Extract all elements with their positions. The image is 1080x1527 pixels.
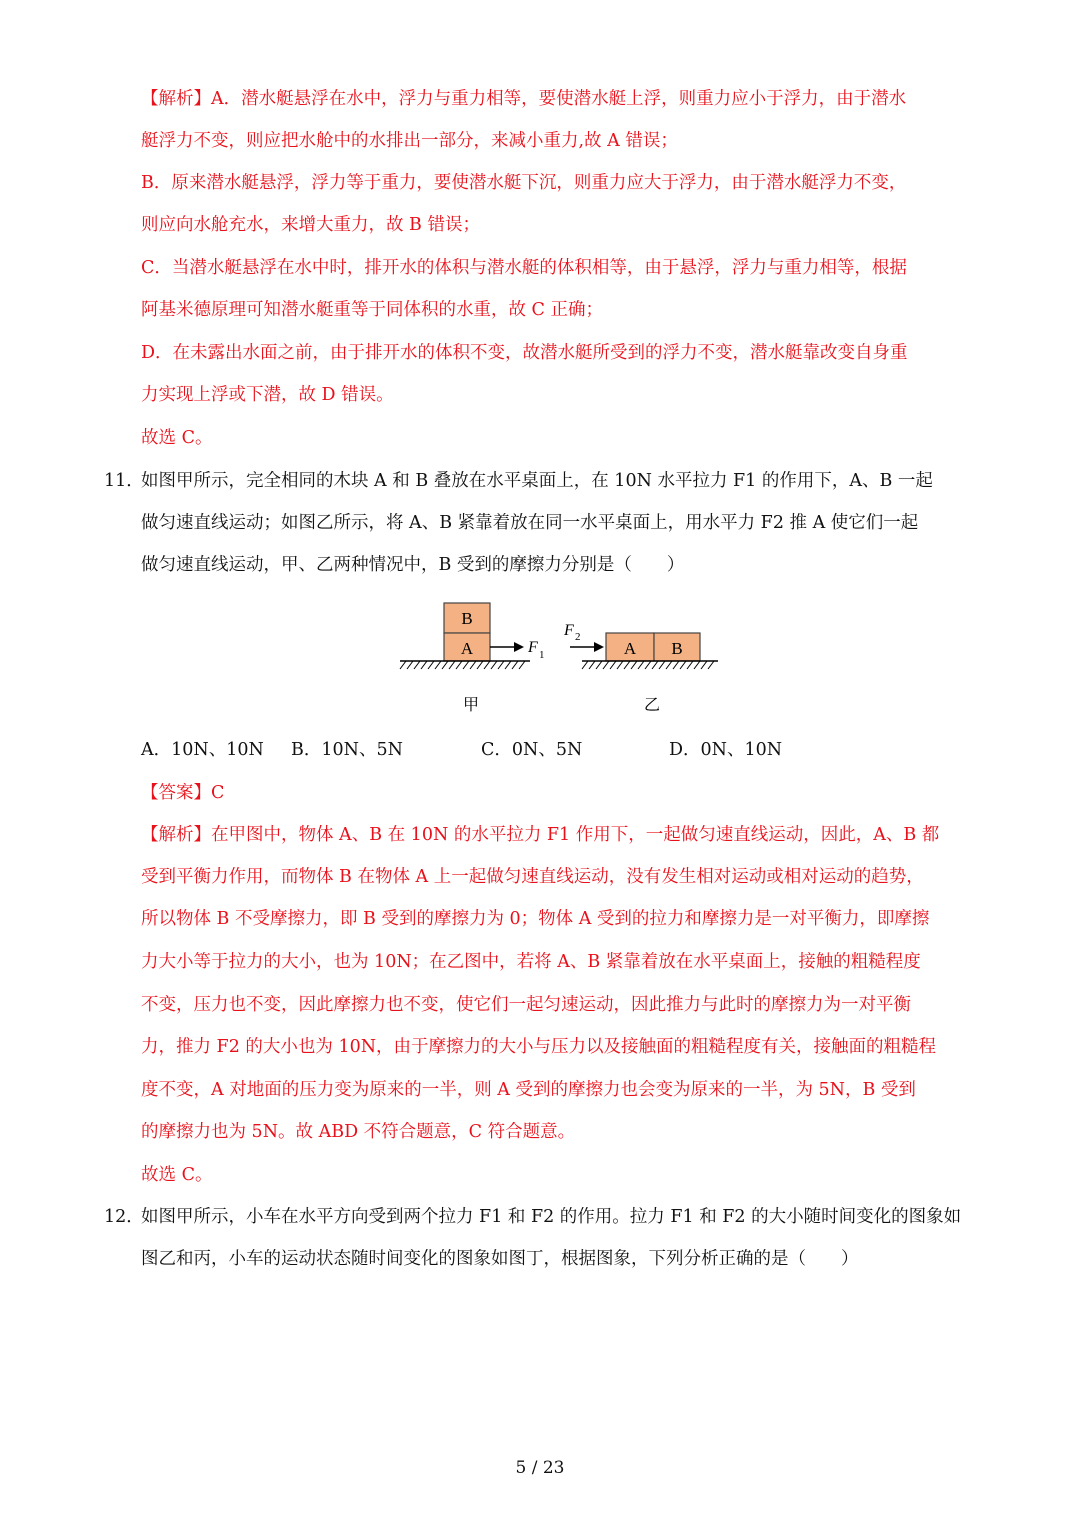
- analysis-prev-line-3: B．原来潜水艇悬浮，浮力等于重力，要使潜水艇下沉，则重力应大于浮力，由于潜水艇浮力不变，: [141, 173, 907, 193]
- blocks-diagram: [390, 596, 730, 726]
- analysis-prev-line-7: D．在未露出水面之前，由于排开水的体积不变，故潜水艇所受到的浮力不变，潜水艇靠改变自身重: [141, 343, 908, 363]
- hatch-mark: [421, 661, 427, 669]
- question-11-analysis-line-1: 【解析】在甲图中，物体 A、B 在 10N 的水平拉力 F1 作用下，一起做匀速直线运动，因此，A、B 都: [141, 825, 940, 845]
- left-ground-hatching: [400, 661, 525, 669]
- hatch-mark: [463, 661, 469, 669]
- question-11-analysis-line-6: 力，推力 F2 的大小也为 10N，由于摩擦力的大小与压力以及接触面的粗糙程度有关，接触面的粗糙程: [141, 1037, 937, 1057]
- question-11-line-2: 做匀速直线运动；如图乙所示，将 A、B 紧靠着放在同一水平桌面上，用水平力 F2 推 A 使它们一起: [141, 513, 919, 533]
- page-number: 5 / 23: [515, 1458, 565, 1478]
- option-c[interactable]: C．0N、5N: [481, 740, 583, 760]
- hatch-mark: [512, 661, 518, 669]
- question-11-options: [141, 738, 941, 762]
- hatch-mark: [442, 661, 448, 669]
- hatch-mark: [491, 661, 497, 669]
- question-11-analysis-line-7: 度不变，A 对地面的压力变为原来的一半，则 A 受到的摩擦力也会变为原来的一半，为 5N，B 受到: [141, 1080, 916, 1100]
- hatch-mark: [505, 661, 511, 669]
- hatch-mark: [673, 661, 679, 669]
- analysis-prev-line-8: 力实现上浮或下潜，故 D 错误。: [141, 385, 394, 405]
- caption-yi: 乙: [643, 695, 661, 714]
- hatch-mark: [498, 661, 504, 669]
- hatch-mark: [694, 661, 700, 669]
- option-a[interactable]: A．10N、10N: [141, 740, 264, 760]
- analysis-prev-line-5: C．当潜水艇悬浮在水中时，排开水的体积与潜水艇的体积相等，由于悬浮，浮力与重力相等，根据: [141, 258, 907, 278]
- f2-arrow-head: [594, 642, 604, 652]
- analysis-prev-line-1: 【解析】A．潜水艇悬浮在水中，浮力与重力相等，要使潜水艇上浮，则重力应小于浮力，由于潜水: [141, 89, 907, 109]
- question-11-analysis-line-8: 的摩擦力也为 5N。故 ABD 不符合题意，C 符合题意。: [141, 1122, 576, 1142]
- question-12-line-1: 如图甲所示，小车在水平方向受到两个拉力 F1 和 F2 的作用。拉力 F1 和 F2 的大小随时间变化的图象如: [141, 1207, 962, 1227]
- hatch-mark: [631, 661, 637, 669]
- f1-subscript: 1: [539, 649, 545, 661]
- question-11-analysis-line-5: 不变，压力也不变，因此摩擦力也不变，使它们一起匀速运动，因此推力与此时的摩擦力为一对平衡: [141, 995, 911, 1015]
- hatch-mark: [596, 661, 602, 669]
- hatch-mark: [456, 661, 462, 669]
- hatch-mark: [484, 661, 490, 669]
- question-11-analysis-line-4: 力大小等于拉力的大小，也为 10N；在乙图中，若将 A、B 紧靠着放在水平桌面上，接触的粗糙程度: [141, 952, 921, 972]
- question-11-analysis-line-2: 受到平衡力作用，而物体 B 在物体 A 上一起做匀速直线运动，没有发生相对运动或相对运动的趋势，: [141, 867, 924, 887]
- f1-arrow-head: [514, 642, 524, 652]
- analysis-prev-conclusion: 故选 C。: [141, 428, 213, 448]
- hatch-mark: [701, 661, 707, 669]
- question-11-number: 11．: [104, 471, 144, 491]
- option-b[interactable]: B．10N、5N: [291, 740, 403, 760]
- analysis-prev-line-2: 艇浮力不变，则应把水舱中的水排出一部分，来减小重力,故 A 错误；: [141, 131, 678, 151]
- hatch-mark: [603, 661, 609, 669]
- option-d[interactable]: D．0N、10N: [669, 740, 783, 760]
- hatch-mark: [666, 661, 672, 669]
- left-block-b-label: B: [461, 609, 473, 628]
- question-11-conclusion: 故选 C。: [141, 1165, 213, 1185]
- hatch-mark: [708, 661, 714, 669]
- hatch-mark: [519, 661, 525, 669]
- hatch-mark: [400, 661, 406, 669]
- caption-jia: 甲: [462, 695, 480, 714]
- hatch-mark: [638, 661, 644, 669]
- analysis-prev-line-4: 则应向水舱充水，来增大重力，故 B 错误；: [141, 215, 480, 235]
- question-11-analysis-line-3: 所以物体 B 不受摩擦力，即 B 受到的摩擦力为 0；物体 A 受到的拉力和摩擦力是一对平衡力，即摩擦: [141, 909, 930, 929]
- question-12-number: 12．: [104, 1207, 144, 1227]
- hatch-mark: [435, 661, 441, 669]
- question-11-answer: 【答案】C: [141, 783, 225, 803]
- hatch-mark: [414, 661, 420, 669]
- f2-subscript: 2: [575, 631, 581, 643]
- right-ground-hatching: [582, 661, 714, 669]
- hatch-mark: [428, 661, 434, 669]
- question-11-line-3: 做匀速直线运动，甲、乙两种情况中，B 受到的摩擦力分别是（ ）: [141, 555, 685, 575]
- question-12-line-2: 图乙和丙，小车的运动状态随时间变化的图象如图丁，根据图象，下列分析正确的是（ ）: [141, 1249, 859, 1269]
- hatch-mark: [617, 661, 623, 669]
- hatch-mark: [589, 661, 595, 669]
- f1-label: F: [528, 639, 538, 656]
- right-block-a-label: A: [623, 639, 637, 658]
- hatch-mark: [610, 661, 616, 669]
- hatch-mark: [659, 661, 665, 669]
- hatch-mark: [582, 661, 588, 669]
- hatch-mark: [687, 661, 693, 669]
- hatch-mark: [449, 661, 455, 669]
- hatch-mark: [477, 661, 483, 669]
- hatch-mark: [470, 661, 476, 669]
- hatch-mark: [624, 661, 630, 669]
- hatch-mark: [645, 661, 651, 669]
- hatch-mark: [407, 661, 413, 669]
- analysis-prev-line-6: 阿基米德原理可知潜水艇重等于同体积的水重，故 C 正确；: [141, 300, 604, 320]
- hatch-mark: [652, 661, 658, 669]
- right-block-b-label: B: [671, 639, 683, 658]
- question-11-line-1: 如图甲所示，完全相同的木块 A 和 B 叠放在水平桌面上，在 10N 水平拉力 F1 的作用下，A、B 一起: [141, 471, 933, 491]
- question-11-figure: [390, 596, 730, 726]
- left-block-a-label: A: [460, 639, 474, 658]
- hatch-mark: [680, 661, 686, 669]
- f2-label: F: [564, 622, 574, 639]
